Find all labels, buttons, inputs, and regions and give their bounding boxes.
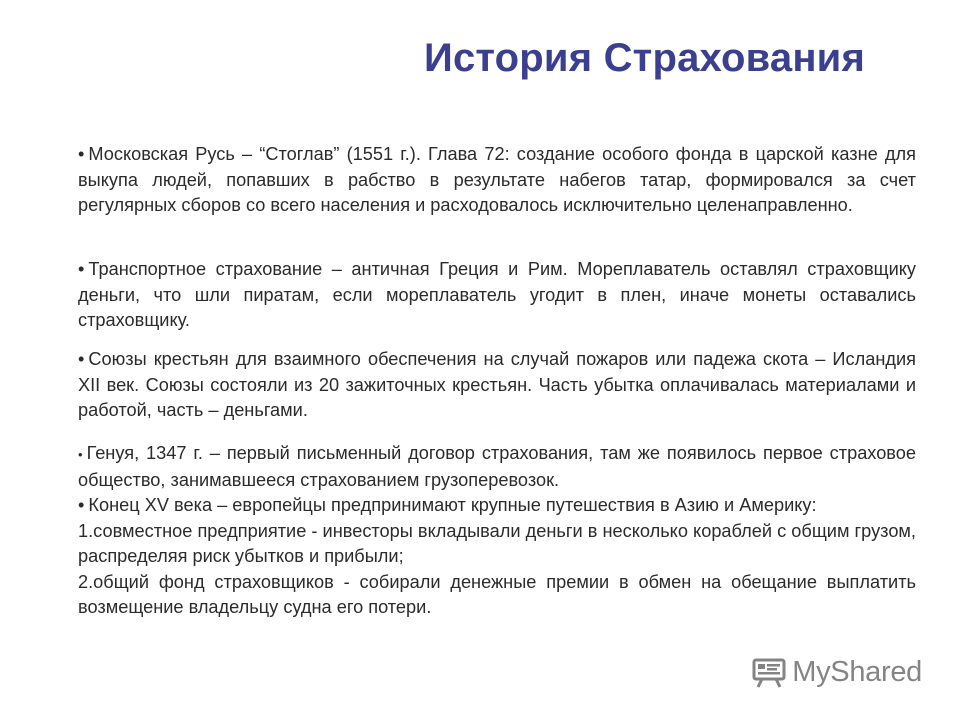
bullet-marker: •: [78, 495, 85, 515]
bullet-transport-insurance: [78, 257, 916, 334]
bullet-marker: •: [78, 349, 85, 369]
bullet-text: Союзы крестьян для взаимного обеспечения на случай пожаров или падежа скота – Исландия XII век. Союзы состояли из 20 зажиточных крестьян. Часть убытка оплачивалась материалами и работой, часть – деньгами.: [78, 349, 916, 420]
bullet-marker: •: [78, 259, 85, 279]
bullet-text: Московская Русь – “Стоглав” (1551 г.). Глава 72: создание особого фонда в царской казне для выкупа людей, попавших в рабство в результате набегов татар, формировался за счет регулярных сборов со всего населения и расходовалось исключительно целенаправленно.: [78, 144, 916, 215]
bullet-xv-century: [78, 493, 916, 519]
numbered-item-2: 2.общий фонд страховщиков - собирали денежные премии в обмен на обещание выплатить возмещение владельцу судна его потери.: [78, 571, 916, 617]
bullet-genoa: [78, 441, 916, 493]
bullet-group-genoa: [78, 441, 916, 621]
bullet-marker: •: [78, 447, 83, 462]
bullet-text: Транспортное страхование – античная Греция и Рим. Мореплаватель оставлял страховщику деньги, что шли пиратам, если мореплаватель угодит в плен, иначе монеты оставались страховщику.: [78, 259, 916, 330]
watermark-text: MyShared: [792, 656, 922, 688]
slide-title: История Страхования: [424, 36, 866, 80]
bullet-peasant-unions: [78, 347, 916, 424]
presentation-screen-icon: [752, 657, 786, 689]
bullet-marker: •: [78, 144, 85, 164]
bullet-text: Конец XV века – европейцы предпринимают крупные путешествия в Азию и Америку:: [88, 495, 817, 515]
numbered-item-1: 1.совместное предприятие - инвесторы вкладывали деньги в несколько кораблей с общим грузом, распределяя риск убытков и прибыли;: [78, 520, 916, 566]
bullet-moscow-rus: [78, 142, 916, 219]
watermark: [752, 656, 922, 689]
bullet-text: Генуя, 1347 г. – первый письменный договор страхования, там же появилось первое страховое общество, занимавшееся страхованием грузоперевозок.: [78, 443, 916, 490]
